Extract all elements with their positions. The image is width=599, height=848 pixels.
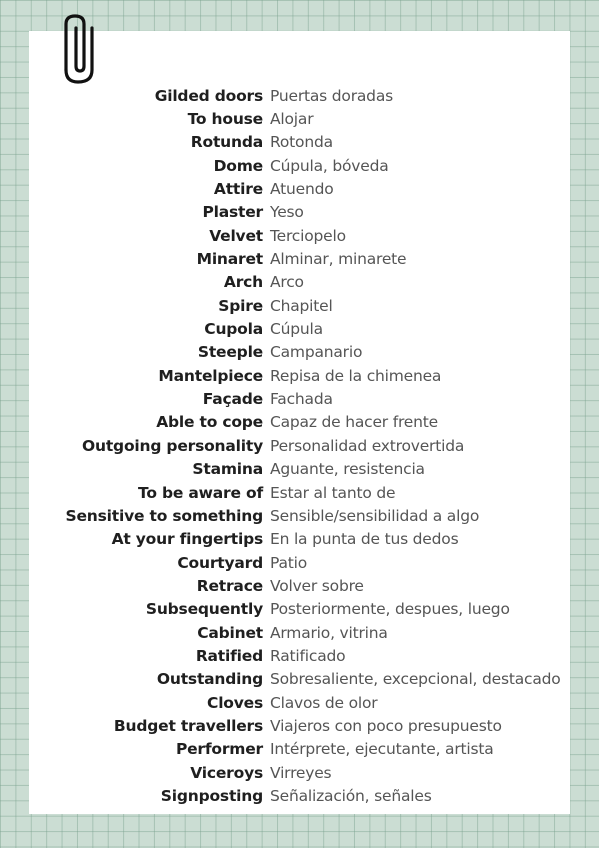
english-term: Signposting xyxy=(160,786,263,805)
spanish-translation: Terciopelo xyxy=(270,226,346,245)
english-term: Courtyard xyxy=(177,553,263,572)
english-term: Cloves xyxy=(207,693,263,712)
spanish-translation: En la punta de tus dedos xyxy=(270,530,459,549)
english-term: Mantelpiece xyxy=(158,366,263,385)
vocab-row xyxy=(0,481,599,504)
vocab-row xyxy=(0,131,599,154)
spanish-translation: Sensible/sensibilidad a algo xyxy=(270,506,480,525)
vocab-row xyxy=(0,598,599,621)
spanish-translation: Armario, vitrina xyxy=(270,623,388,642)
english-term: Cupola xyxy=(204,320,263,339)
english-term: At your fingertips xyxy=(111,530,263,549)
vocab-row xyxy=(0,668,599,691)
spanish-translation: Personalidad extrovertida xyxy=(270,436,465,455)
vocab-row xyxy=(0,224,599,247)
spanish-translation: Puertas doradas xyxy=(270,86,393,105)
spanish-translation: Virreyes xyxy=(270,763,332,782)
vocab-row xyxy=(0,458,599,481)
spanish-translation: Yeso xyxy=(270,203,304,222)
english-term: Façade xyxy=(202,390,263,409)
english-term: Arch xyxy=(223,273,263,292)
spanish-translation: Chapitel xyxy=(270,296,333,315)
spanish-translation: Alojar xyxy=(270,110,314,129)
vocab-row xyxy=(0,738,599,761)
vocab-row xyxy=(0,294,599,317)
vocab-row xyxy=(0,317,599,340)
spanish-translation: Volver sobre xyxy=(270,576,364,595)
vocab-row xyxy=(0,761,599,784)
paperclip-icon xyxy=(56,12,98,86)
spanish-translation: Cúpula, bóveda xyxy=(270,156,389,175)
spanish-translation: Sobresaliente, excepcional, destacado xyxy=(270,670,561,689)
english-term: Ratified xyxy=(195,646,263,665)
vocab-row xyxy=(0,177,599,200)
english-term: Retrace xyxy=(196,576,263,595)
vocab-row xyxy=(0,84,599,107)
spanish-translation: Clavos de olor xyxy=(270,693,378,712)
spanish-translation: Patio xyxy=(270,553,308,572)
vocab-row xyxy=(0,434,599,457)
spanish-translation: Capaz de hacer frente xyxy=(270,413,438,432)
vocab-row xyxy=(0,411,599,434)
english-term: Attire xyxy=(213,180,263,199)
vocab-row xyxy=(0,621,599,644)
english-term: Gilded doors xyxy=(154,86,263,105)
vocab-row xyxy=(0,387,599,410)
spanish-translation: Intérprete, ejecutante, artista xyxy=(270,740,494,759)
vocab-row xyxy=(0,504,599,527)
english-term: Dome xyxy=(213,156,263,175)
vocab-row xyxy=(0,714,599,737)
vocab-row xyxy=(0,107,599,130)
english-term: Velvet xyxy=(209,226,263,245)
vocab-row xyxy=(0,784,599,807)
vocab-row xyxy=(0,364,599,387)
english-term: Cabinet xyxy=(197,623,263,642)
vocab-row xyxy=(0,247,599,270)
english-term: Outstanding xyxy=(156,670,263,689)
spanish-translation: Atuendo xyxy=(270,180,334,199)
spanish-translation: Viajeros con poco presupuesto xyxy=(270,716,502,735)
vocabulary-list xyxy=(0,84,599,808)
spanish-translation: Señalización, señales xyxy=(270,786,432,805)
english-term: Outgoing personality xyxy=(82,436,263,455)
spanish-translation: Rotonda xyxy=(270,133,333,152)
english-term: Subsequently xyxy=(145,600,263,619)
spanish-translation: Alminar, minarete xyxy=(270,250,407,269)
vocab-row xyxy=(0,341,599,364)
spanish-translation: Cúpula xyxy=(270,320,323,339)
english-term: Steeple xyxy=(197,343,263,362)
english-term: Stamina xyxy=(192,460,263,479)
vocab-row xyxy=(0,691,599,714)
vocab-row xyxy=(0,574,599,597)
english-term: Plaster xyxy=(202,203,263,222)
spanish-translation: Fachada xyxy=(270,390,333,409)
spanish-translation: Campanario xyxy=(270,343,363,362)
english-term: To be aware of xyxy=(138,483,263,502)
spanish-translation: Arco xyxy=(270,273,304,292)
vocab-row xyxy=(0,271,599,294)
english-term: Viceroys xyxy=(190,763,263,782)
vocab-row xyxy=(0,201,599,224)
spanish-translation: Posteriormente, despues, luego xyxy=(270,600,510,619)
spanish-translation: Estar al tanto de xyxy=(270,483,396,502)
english-term: Performer xyxy=(175,740,263,759)
vocab-row xyxy=(0,644,599,667)
english-term: Budget travellers xyxy=(113,716,263,735)
vocab-row xyxy=(0,551,599,574)
vocab-row xyxy=(0,154,599,177)
english-term: Rotunda xyxy=(190,133,263,152)
english-term: Spire xyxy=(218,296,263,315)
english-term: Minaret xyxy=(196,250,263,269)
spanish-translation: Repisa de la chimenea xyxy=(270,366,442,385)
spanish-translation: Aguante, resistencia xyxy=(270,460,425,479)
spanish-translation: Ratificado xyxy=(270,646,346,665)
english-term: To house xyxy=(187,110,263,129)
english-term: Able to cope xyxy=(156,413,263,432)
vocab-row xyxy=(0,528,599,551)
english-term: Sensitive to something xyxy=(65,506,263,525)
